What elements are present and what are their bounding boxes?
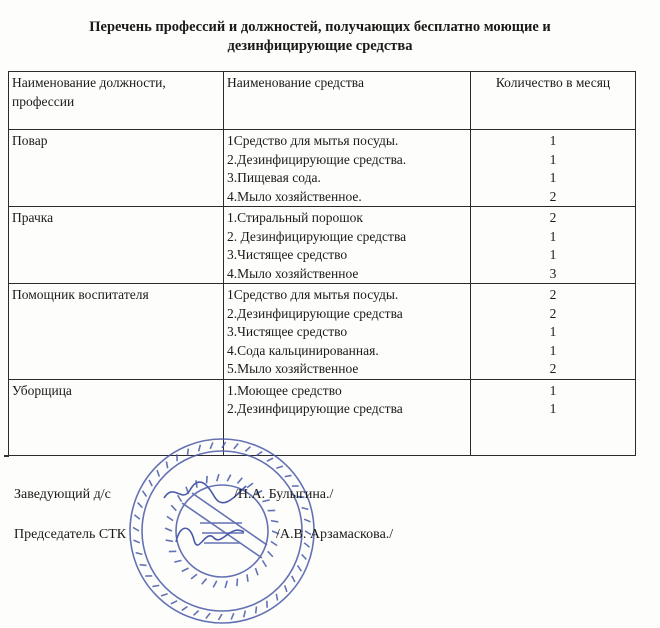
seal-letter-mark (237, 579, 238, 586)
profession-cell: Прачка (9, 207, 224, 284)
seal-letter-mark (292, 576, 295, 582)
product-item: 3.Чистящее средство (227, 247, 348, 262)
seal-letter-mark (297, 565, 301, 571)
seal-letter-mark (256, 606, 257, 613)
seal-letter-mark (285, 585, 287, 592)
seal-letter-mark (276, 466, 283, 468)
chair-name: /А.В. Арзамаскова./ (276, 527, 394, 542)
quantity-cell (471, 284, 636, 380)
table-row (9, 379, 636, 455)
head-name: /Н.А. Булыгина./ (234, 487, 334, 502)
quantity-value: 3 (549, 265, 557, 281)
quantity-value: 1 (549, 324, 557, 339)
header-product: Наименование средства (224, 72, 471, 130)
seal-letter-mark (134, 515, 139, 519)
seal-letter-mark (222, 442, 226, 448)
seal-letter-mark (245, 447, 250, 452)
quantity-value: 1 (549, 151, 557, 167)
seal-letter-mark (206, 613, 210, 618)
seal-letter-mark (262, 560, 266, 566)
product-item: 3.Чистящее средство (227, 324, 348, 339)
seal-letter-mark (268, 551, 273, 556)
quantity-value: 1 (549, 247, 557, 262)
scan-mark (4, 455, 9, 457)
quantity-value: 2 (549, 210, 557, 225)
signature-line-head (14, 487, 334, 503)
product-item: 1.Моющее средство (227, 382, 342, 398)
seal-letter-mark (174, 560, 181, 562)
quantity-value: 1 (549, 170, 557, 185)
quantity-value: 1 (549, 342, 557, 358)
seal-letter-mark (267, 458, 273, 461)
seal-letter-mark (199, 445, 201, 452)
quantity-value: 1 (549, 382, 557, 398)
profession-cell: Помощник воспитателя (9, 284, 224, 380)
quantity-cell (471, 207, 636, 284)
product-item: 4.Сода кальцинированная. (227, 342, 379, 358)
seal-letter-mark (157, 470, 159, 477)
seal-letter-mark (225, 581, 227, 588)
seal-letter-mark (182, 568, 189, 571)
seal-letter-mark (152, 585, 159, 586)
seal-letter-mark (138, 503, 143, 508)
seal-letter-mark (202, 579, 207, 585)
seal-letter-mark (302, 554, 307, 559)
professions-table (8, 71, 636, 456)
seal-letter-mark (255, 568, 258, 575)
seal-letter-mark (182, 606, 188, 610)
products-cell (224, 284, 471, 380)
quantity-value: 2 (549, 287, 557, 302)
table-row (9, 284, 636, 380)
quantity-value: 1 (549, 228, 557, 244)
product-item: 1Средство для мытья посуды. (227, 133, 399, 148)
quantity-value: 2 (549, 361, 557, 376)
seal-letter-mark (247, 574, 248, 581)
seal-letter-mark (285, 475, 292, 476)
products-cell (224, 130, 471, 207)
table-header-row (9, 72, 636, 130)
seal-letter-mark (244, 611, 246, 618)
product-item: 2.Дезинфицирующие средства (227, 305, 403, 321)
seal-letter-mark (304, 519, 310, 522)
profession-cell: Уборщица (9, 379, 224, 455)
seal-letter-mark (188, 449, 189, 456)
document-title (40, 18, 600, 56)
seal-letter-mark (256, 452, 262, 456)
seal-letter-mark (302, 508, 309, 510)
product-item: 4.Мыло хозяйственное (227, 265, 359, 281)
product-item: 2.Дезинфицирующие средства. (227, 151, 407, 167)
seal-letter-mark (234, 443, 238, 448)
seal-letter-mark (136, 553, 143, 555)
seal-letter-mark (166, 461, 167, 468)
head-role: Заведующий д/с (14, 487, 111, 502)
product-item: 5.Мыло хозяйственное (227, 361, 359, 376)
quantity-cell (471, 379, 636, 455)
header-quantity: Количество в месяц (471, 72, 636, 130)
profession-cell: Повар (9, 130, 224, 207)
header-profession: Наименование должности, профессии (9, 72, 224, 130)
quantity-value: 1 (549, 401, 557, 416)
product-item: 2.Дезинфицирующие средства (227, 401, 403, 416)
seal-letter-mark (161, 594, 168, 596)
quantity-value: 2 (549, 188, 557, 204)
seal-letter-mark (149, 480, 152, 486)
chair-role: Председатель СТК (14, 527, 127, 542)
title-line-2: дезинфицирующие средства (227, 38, 413, 54)
title-line-1: Перечень профессий и должностей, получающих бесплатно моющие и (89, 19, 551, 35)
product-item: 1.Стиральный порошок (227, 210, 363, 225)
seal-letter-mark (171, 601, 177, 604)
quantity-value: 1 (549, 133, 557, 148)
signature-line-chair (14, 527, 394, 543)
quantity-cell (471, 130, 636, 207)
seal-letter-mark (304, 543, 309, 547)
seal-letter-mark (210, 442, 213, 448)
product-item: 2. Дезинфицирующие средства (227, 228, 407, 244)
table-row (9, 207, 636, 284)
seal-letter-mark (191, 574, 197, 579)
seal-letter-mark (231, 613, 234, 619)
seal-letter-mark (276, 594, 277, 601)
seal-letter-mark (213, 581, 217, 588)
table-row (9, 130, 636, 207)
seal-letter-mark (271, 521, 278, 522)
product-item: 4.Мыло хозяйственное. (227, 188, 362, 204)
product-item: 3.Пищевая сода. (227, 170, 321, 185)
products-cell (224, 207, 471, 284)
quantity-value: 2 (549, 305, 557, 321)
seal-letter-mark (194, 611, 199, 616)
product-item: 1Средство для мытья посуды. (227, 287, 399, 302)
seal-letter-mark (218, 614, 222, 620)
seal-letter-mark (140, 565, 147, 566)
